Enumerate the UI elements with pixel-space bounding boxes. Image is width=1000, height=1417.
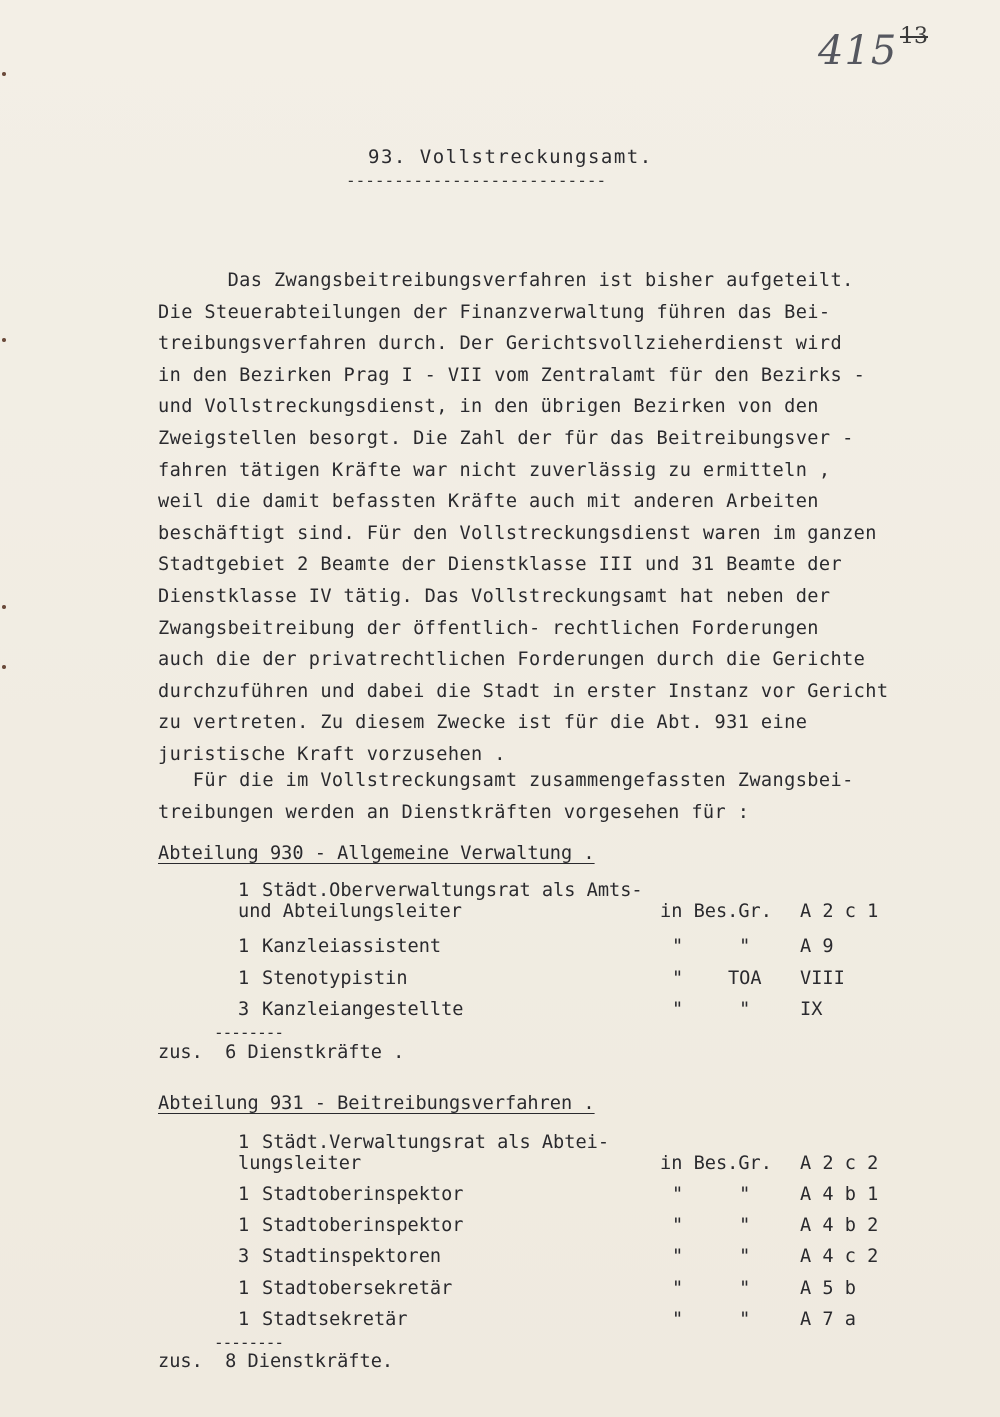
- paragraph-line: juristische Kraft vorzusehen .: [158, 744, 506, 765]
- paragraph-line: Stadtgebiet 2 Beamte der Dienstklasse III und 31 Beamte der: [158, 554, 843, 576]
- pay-grade: A 4 b 1: [800, 1184, 879, 1205]
- pay-grade-prefix: " ": [672, 999, 751, 1020]
- staff-count: 1: [238, 880, 250, 901]
- section-total: zus. 8 Dienstkräfte.: [158, 1351, 394, 1372]
- paragraph-line: Die Steuerabteilungen der Finanzverwaltung führen das Bei-: [158, 301, 831, 323]
- handwritten-folio-number: 415: [818, 28, 898, 74]
- paragraph-line: treibungsverfahren durch. Der Gerichtsvollzieherdienst wird: [158, 333, 843, 355]
- staff-title: Stadtoberinspektor: [262, 1184, 464, 1205]
- paper-edge-mark: [2, 72, 6, 76]
- paragraph-line: beschäftigt sind. Für den Vollstreckungsdienst waren im ganzen: [158, 522, 877, 544]
- paragraph-line: Für die im Vollstreckungsamt zusammengefassten Zwangsbei-: [158, 770, 854, 791]
- staff-title-continued: und Abteilungsleiter: [238, 901, 462, 922]
- staff-count: 1: [238, 936, 250, 957]
- section-heading: Abteilung 930 - Allgemeine Verwaltung .: [158, 843, 595, 864]
- staff-count: 1: [238, 1215, 250, 1236]
- paragraph-line: Zwangsbeitreibung der öffentlich- rechtlichen Forderungen: [158, 617, 819, 639]
- pay-grade: A 7 a: [800, 1309, 856, 1330]
- paragraph-line: Zweigstellen besorgt. Die Zahl der für das Beitreibungsver -: [158, 428, 854, 449]
- staff-title-continued: lungsleiter: [238, 1153, 362, 1174]
- staff-count: 1: [238, 1309, 250, 1330]
- paragraph-line: fahren tätigen Kräfte war nicht zuverlässig zu ermitteln ,: [158, 459, 831, 481]
- paragraph-line: Das Zwangsbeitreibungsverfahren ist bisher aufgeteilt.: [158, 270, 854, 291]
- staff-title: Kanzleiangestellte: [262, 999, 464, 1020]
- pay-grade-prefix: " ": [672, 1309, 751, 1330]
- section-total: zus. 6 Dienstkräfte .: [158, 1042, 405, 1063]
- staff-title: Stenotypistin: [262, 968, 408, 989]
- staff-count: 1: [238, 1132, 250, 1153]
- document-title: 93. Vollstreckungsamt.: [368, 146, 653, 168]
- paper-edge-mark: [2, 605, 6, 609]
- staff-count: 3: [238, 999, 250, 1020]
- staff-title: Stadtobersekretär: [262, 1278, 453, 1299]
- staff-count: 1: [238, 1184, 250, 1205]
- pay-grade: A 2 c 2: [800, 1153, 879, 1174]
- paragraph-line: in den Bezirken Prag I - VII vom Zentralamt für den Bezirks -: [158, 364, 866, 386]
- staff-count: 1: [238, 1278, 250, 1299]
- paragraph-line: auch die der privatrechtlichen Forderungen durch die Gerichte: [158, 649, 866, 671]
- pay-grade: A 5 b: [800, 1278, 856, 1299]
- staff-title: Stadtoberinspektor: [262, 1215, 464, 1236]
- pay-grade: A 2 c 1: [800, 901, 879, 922]
- pay-grade: A 9: [800, 936, 834, 957]
- pay-grade-prefix: " ": [672, 1184, 751, 1205]
- section-heading: Abteilung 931 - Beitreibungsverfahren .: [158, 1093, 595, 1114]
- paper-edge-mark: [2, 665, 6, 669]
- paragraph-line: weil die damit befassten Kräfte auch mit anderen Arbeiten: [158, 491, 819, 513]
- staff-title: Städt.Oberverwaltungsrat als Amts-: [262, 880, 643, 901]
- title-underline: ---------------------------: [346, 171, 607, 190]
- staff-title: Stadtsekretär: [262, 1309, 408, 1330]
- pay-grade-prefix: " ": [672, 1246, 751, 1267]
- pay-grade: A 4 c 2: [800, 1246, 879, 1267]
- staff-title: Stadtinspektoren: [262, 1246, 442, 1267]
- staff-title: Kanzleiassistent: [262, 936, 442, 957]
- pay-grade-prefix: in Bes.Gr.: [660, 1153, 772, 1174]
- paper-edge-mark: [2, 338, 6, 342]
- pay-grade-prefix: " TOA: [672, 968, 762, 989]
- paragraph-line: und Vollstreckungsdienst, in den übrigen Bezirken von den: [158, 396, 819, 418]
- pay-grade-prefix: " ": [672, 1278, 751, 1299]
- staff-title: Städt.Verwaltungsrat als Abtei-: [262, 1132, 610, 1153]
- pay-grade-prefix: " ": [672, 936, 751, 957]
- staff-count: 3: [238, 1246, 250, 1267]
- total-rule: --------: [214, 1023, 284, 1042]
- paragraph-line: Dienstklasse IV tätig. Das Vollstreckungsamt hat neben der: [158, 586, 831, 607]
- staff-count: 1: [238, 968, 250, 989]
- crossed-out-folio-number: 13: [900, 24, 928, 49]
- pay-grade-prefix: in Bes.Gr.: [660, 901, 772, 922]
- paragraph-line: zu vertreten. Zu diesem Zwecke ist für die Abt. 931 eine: [158, 712, 808, 734]
- pay-grade: A 4 b 2: [800, 1215, 879, 1236]
- paragraph-line: treibungen werden an Dienstkräften vorgesehen für :: [158, 801, 750, 823]
- pay-grade-prefix: " ": [672, 1215, 751, 1236]
- paragraph-line: durchzuführen und dabei die Stadt in erster Instanz vor Gericht: [158, 680, 889, 702]
- pay-grade: VIII: [800, 968, 845, 989]
- total-rule: --------: [214, 1333, 284, 1352]
- pay-grade: IX: [800, 999, 823, 1020]
